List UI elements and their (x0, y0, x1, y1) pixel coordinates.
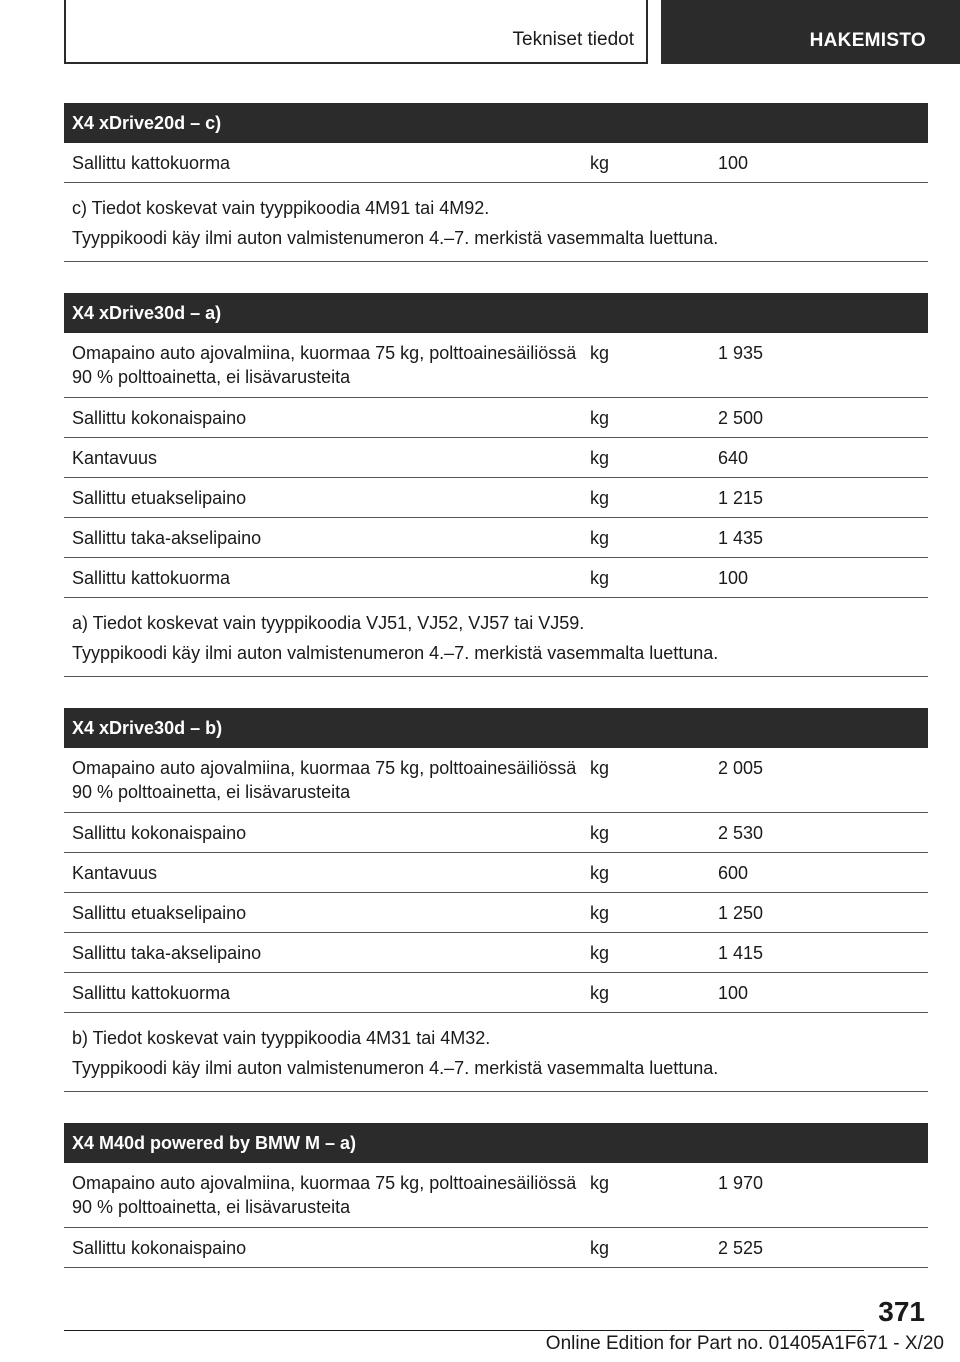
page-number: 371 (878, 1296, 925, 1327)
row-unit: kg (590, 568, 610, 588)
row-label: Sallittu kokonaispaino (72, 823, 247, 843)
section-title: X4 M40d powered by BMW M – a) (64, 1123, 928, 1163)
table-row (64, 893, 928, 933)
section-footnote (64, 598, 928, 677)
table-row (64, 1163, 928, 1228)
table-row (64, 1228, 928, 1268)
row-unit: kg (590, 528, 610, 548)
section-title: X4 xDrive30d – b) (64, 708, 928, 748)
tab-tekniset-tiedot[interactable] (64, 0, 648, 64)
row-value: 1 415 (718, 943, 764, 963)
row-value: 1 935 (718, 343, 764, 363)
section-footnote (64, 183, 928, 262)
tab-tekniset-tiedot-label: Tekniset tiedot (512, 29, 634, 50)
row-label: Kantavuus (72, 863, 158, 883)
row-value: 1 215 (718, 488, 764, 508)
row-unit: kg (590, 448, 610, 468)
footnote-line: c) Tiedot koskevat vain tyyppikoodia 4M91 tai 4M92. (72, 198, 490, 218)
row-label: Kantavuus (72, 448, 158, 468)
table-row (64, 333, 928, 398)
row-label: Omapaino auto ajovalmiina, kuormaa 75 kg, polttoainesäiliössä 90 % polttoainetta, ei lisävarusteita (72, 1173, 577, 1217)
spec-section (64, 293, 928, 677)
row-value: 2 500 (718, 408, 764, 428)
spec-section (64, 708, 928, 1092)
row-label: Sallittu kokonaispaino (72, 1238, 247, 1258)
table-row (64, 813, 928, 853)
row-unit: kg (590, 823, 610, 843)
table-row (64, 398, 928, 438)
row-unit: kg (590, 1173, 610, 1193)
footnote-line: Tyyppikoodi käy ilmi auton valmistenumeron 4.–7. merkistä vasemmalta luettuna. (72, 643, 719, 663)
row-value: 1 250 (718, 903, 764, 923)
row-label: Sallittu taka-akselipaino (72, 528, 262, 548)
table-row (64, 143, 928, 183)
row-value: 2 530 (718, 823, 764, 843)
row-unit: kg (590, 983, 610, 1003)
row-label: Sallittu etuakselipaino (72, 488, 247, 508)
spec-section (64, 1123, 928, 1268)
row-label: Omapaino auto ajovalmiina, kuormaa 75 kg, polttoainesäiliössä 90 % polttoainetta, ei lisävarusteita (72, 343, 577, 387)
row-unit: kg (590, 408, 610, 428)
row-value: 2 525 (718, 1238, 764, 1258)
row-value: 640 (718, 448, 749, 468)
row-unit: kg (590, 488, 610, 508)
table-row (64, 748, 928, 813)
table-row (64, 973, 928, 1013)
footer-divider (64, 1330, 864, 1331)
section-title: X4 xDrive20d – c) (64, 103, 928, 143)
row-unit: kg (590, 1238, 610, 1258)
row-value: 1 970 (718, 1173, 764, 1193)
row-label: Sallittu etuakselipaino (72, 903, 247, 923)
table-row (64, 518, 928, 558)
table-row (64, 558, 928, 598)
row-unit: kg (590, 943, 610, 963)
row-label: Sallittu kattokuorma (72, 983, 231, 1003)
row-label: Sallittu taka-akselipaino (72, 943, 262, 963)
footnote-line: Tyyppikoodi käy ilmi auton valmistenumeron 4.–7. merkistä vasemmalta luettuna. (72, 228, 719, 248)
section-title: X4 xDrive30d – a) (64, 293, 928, 333)
row-unit: kg (590, 758, 610, 778)
row-value: 2 005 (718, 758, 764, 778)
row-label: Omapaino auto ajovalmiina, kuormaa 75 kg, polttoainesäiliössä 90 % polttoainetta, ei lisävarusteita (72, 758, 577, 802)
tab-hakemisto-label: HAKEMISTO (809, 30, 926, 51)
row-value: 100 (718, 568, 749, 588)
tab-hakemisto[interactable] (661, 0, 960, 64)
table-row (64, 438, 928, 478)
row-value: 100 (718, 983, 749, 1003)
footnote-line: Tyyppikoodi käy ilmi auton valmistenumeron 4.–7. merkistä vasemmalta luettuna. (72, 1058, 719, 1078)
row-label: Sallittu kattokuorma (72, 153, 231, 173)
row-unit: kg (590, 863, 610, 883)
section-footnote (64, 1013, 928, 1092)
row-label: Sallittu kokonaispaino (72, 408, 247, 428)
spec-section (64, 103, 928, 262)
table-row (64, 853, 928, 893)
table-row (64, 478, 928, 518)
edition-info: Online Edition for Part no. 01405A1F671 - X/20 (545, 1333, 944, 1354)
footnote-line: a) Tiedot koskevat vain tyyppikoodia VJ51, VJ52, VJ57 tai VJ59. (72, 613, 585, 633)
table-row (64, 933, 928, 973)
row-value: 1 435 (718, 528, 764, 548)
row-unit: kg (590, 903, 610, 923)
row-label: Sallittu kattokuorma (72, 568, 231, 588)
row-value: 100 (718, 153, 749, 173)
row-value: 600 (718, 863, 749, 883)
row-unit: kg (590, 343, 610, 363)
spec-tables (64, 103, 928, 1299)
row-unit: kg (590, 153, 610, 173)
footnote-line: b) Tiedot koskevat vain tyyppikoodia 4M31 tai 4M32. (72, 1028, 491, 1048)
